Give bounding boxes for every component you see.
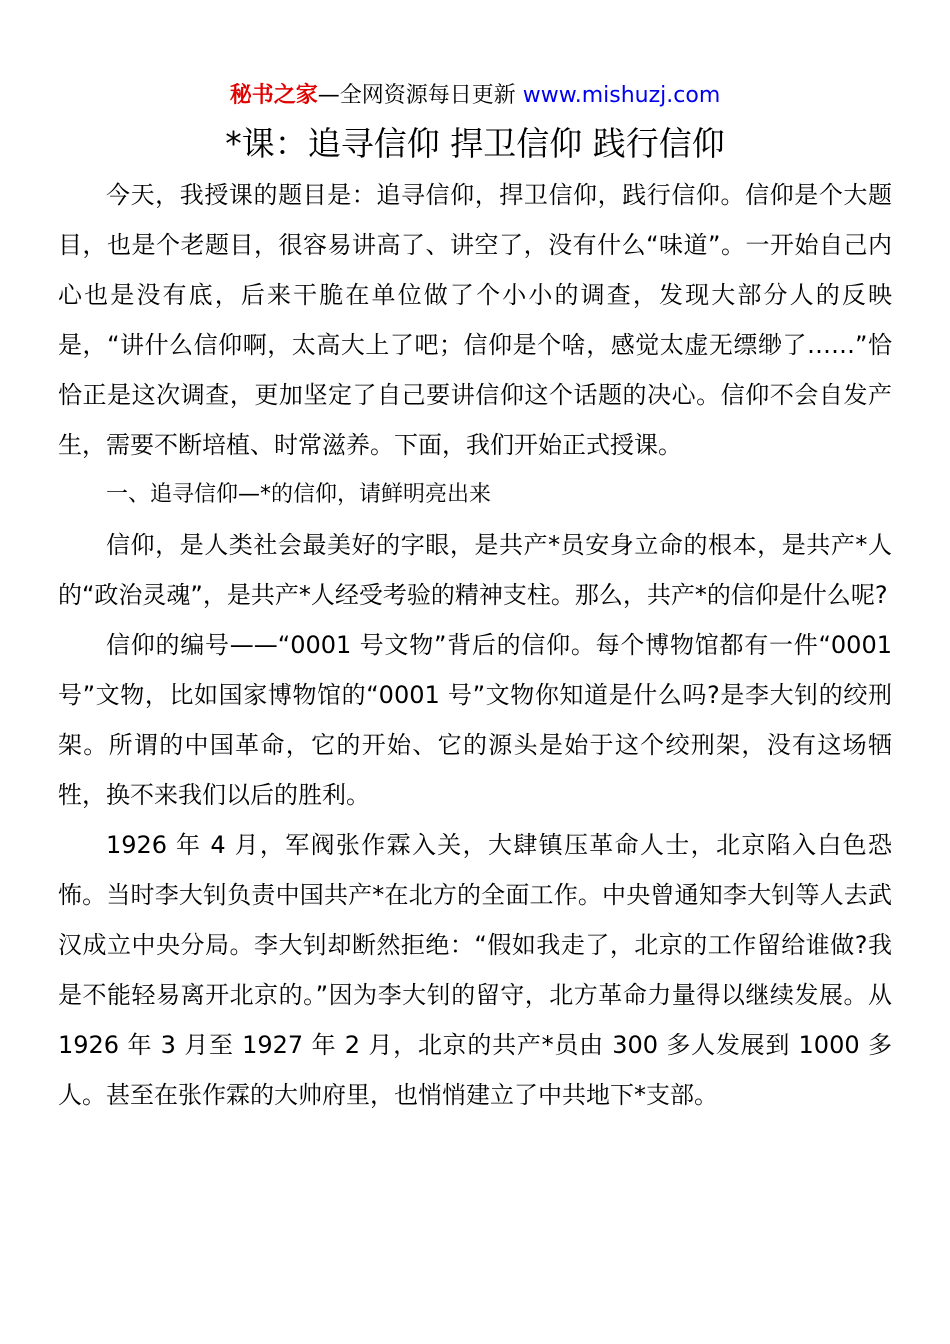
brand-name: 秘书之家 (229, 83, 318, 108)
paragraph-intro: 今天，我授课的题目是：追寻信仰，捍卫信仰，践行信仰。信仰是个大题目，也是个老题目，很容易讲高了、讲空了，没有什么“味道”。一开始自己内心也是没有底，后来干脆在单位做了个小小的调查，发现大部分人的反映是，“讲什么信仰啊，太高大上了吧；信仰是个啥，感觉太虚无缥缈了……”恰恰正是这次调查，更加坚定了自己要讲信仰这个话题的决心。信仰不会自发产生，需要不断培植、时常滋养。下面，我们开始正式授课。 (58, 181, 892, 459)
section-heading: 一、追寻信仰—*的信仰，请鲜明亮出来 (106, 482, 492, 507)
site-header (0, 80, 950, 112)
site-url-link[interactable]: www.mishuzj.com (522, 83, 721, 108)
paragraph: 信仰，是人类社会最美好的字眼，是共产*员安身立命的根本，是共产*人的“政治灵魂”，是共产*人经受考验的精神支柱。那么，共产*的信仰是什么呢? (58, 531, 892, 609)
document-body (58, 170, 892, 1120)
header-tagline: —全网资源每日更新 (317, 83, 523, 108)
paragraph: 信仰的编号——“0001 号文物”背后的信仰。每个博物馆都有一件“0001 号”文物，比如国家博物馆的“0001 号”文物你知道是什么吗?是李大钊的绞刑架。所谓的中国革命，它的开始、它的源头是始于这个绞刑架，没有这场牺牲，换不来我们以后的胜利。 (58, 631, 892, 809)
paragraph: 1926 年 4 月，军阀张作霖入关，大肆镇压革命人士，北京陷入白色恐怖。当时李大钊负责中国共产*在北方的全面工作。中央曾通知李大钊等人去武汉成立中央分局。李大钊却断然拒绝：“假如我走了，北京的工作留给谁做?我是不能轻易离开北京的。”因为李大钊的留守，北方革命力量得以继续发展。从 1926 年 3 月至 1927 年 2 月，北京的共产*员由 300 多人发展到 1000 多人。甚至在张作霖的大帅府里，也悄悄建立了中共地下*支部。 (58, 831, 892, 1109)
document-title: *课：追寻信仰 捍卫信仰 践行信仰 (225, 124, 725, 163)
